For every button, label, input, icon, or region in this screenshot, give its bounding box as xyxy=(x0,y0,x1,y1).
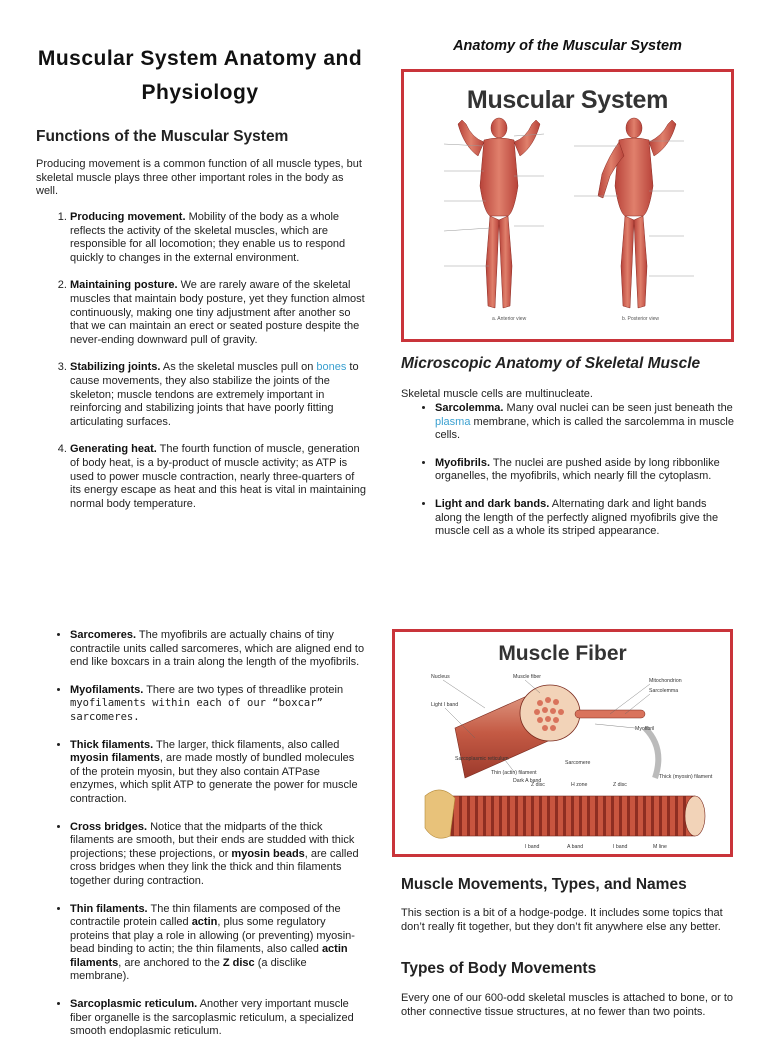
plasma-link[interactable]: plasma xyxy=(435,415,471,428)
item-bold: myosin beads xyxy=(231,847,305,860)
sarcomere-illustration xyxy=(425,790,705,838)
list-item xyxy=(70,998,366,1039)
item-text: , are made mostly of bundled molecules of the protein myosin, but they also contain ATPase enzymes, which split ATP to generate the power for muscle contraction. xyxy=(70,752,358,805)
posterior-label: b. Posterior view xyxy=(622,316,659,322)
item-text: , are anchored to the xyxy=(118,956,223,969)
page-title: Muscular System Anatomy and Physiology xyxy=(37,47,363,104)
function-term: Producing movement. xyxy=(70,211,186,223)
anterior-label: a. Anterior view xyxy=(492,316,527,322)
micro-term: Light and dark bands. xyxy=(435,497,550,510)
item-term: Sarcomeres. xyxy=(70,629,137,641)
label-a-band: A band xyxy=(567,844,584,850)
label-h-zone: H zone xyxy=(571,782,588,788)
function-term: Stabilizing joints. xyxy=(70,361,161,374)
muscle-fiber-figure xyxy=(392,629,733,857)
item-term: Thick filaments. xyxy=(70,738,154,751)
micro-intro: Skeletal muscle cells are multinucleate. xyxy=(401,388,593,400)
item-text: , plus some regulatory proteins that play a role in allowing (or preventing) myosin-bead binding to actin; the thin filaments, also called xyxy=(70,916,355,956)
functions-intro: Producing movement is a common function of all muscle types, but skeletal muscle plays three other important roles in the body as well. xyxy=(36,158,362,198)
micro-text: The nuclei are pushed aside by long ribbonlike organelles, the myofibrils, which nearly fill the cytoplasm. xyxy=(435,456,720,483)
movements-text: This section is a bit of a hodge-podge. It includes some topics that don’t really fit together, but they don’t fit anywhere else any better. xyxy=(401,907,723,933)
function-term: Maintaining posture. xyxy=(70,279,178,292)
list-item xyxy=(435,402,736,443)
muscular-system-figure xyxy=(401,69,734,342)
fiber-figure-title: Muscle Fiber xyxy=(498,642,627,665)
label-thin-filament: Thin (actin) filament xyxy=(491,770,537,776)
function-text: to cause movements, they also stabilize the joints of the skeleton; muscle tendons are extremely important in reinforcing and stabilizing joints that have poorly fitting articulating surfaces. xyxy=(70,361,359,428)
item-text: , are called cross bridges when they link the thick and thin filaments together during contraction. xyxy=(70,847,359,887)
label-sarcolemma: Sarcolemma xyxy=(649,688,679,694)
function-term: Generating heat. xyxy=(70,443,157,456)
label-m-line: M line xyxy=(653,844,667,850)
label-sarcomere: Sarcomere xyxy=(565,760,591,766)
item-text: The thin filaments are composed of the contractile protein called xyxy=(70,902,341,929)
item-term: Thin filaments. xyxy=(70,902,148,915)
item-text: There are two types of threadlike protein xyxy=(143,683,344,696)
list-item xyxy=(70,361,366,429)
label-mitochondrion: Mitochondrion xyxy=(649,678,682,684)
function-text: The fourth function of muscle, generation of body heat, is a by-product of muscle activity; as ATP is used to power muscle contraction, nearly three-quarters of its energy escape as heat and this heat is vital in maintaining normal body temperature. xyxy=(70,443,366,510)
item-bold: myosin filaments xyxy=(70,752,160,765)
list-item xyxy=(435,498,736,539)
list-item xyxy=(70,739,366,807)
micro-text: Alternating dark and light bands along the length of the perfectly aligned myofibrils give the muscle cell as a whole its striped appearance. xyxy=(435,497,719,538)
item-bold: actin xyxy=(191,916,218,929)
label-z-disc-2: Z disc xyxy=(613,782,627,788)
posterior-figure xyxy=(598,118,676,308)
functions-heading: Functions of the Muscular System xyxy=(36,128,289,145)
anterior-figure xyxy=(458,118,540,308)
label-thick-filament: Thick (myosin) filament xyxy=(659,774,713,780)
list-item xyxy=(70,629,366,670)
item-text: The larger, thick filaments, also called xyxy=(153,738,340,751)
item-text: myofilaments within each of our “boxcar” sarcomeres. xyxy=(70,697,323,723)
list-item xyxy=(70,279,366,347)
figure-title: Muscular System xyxy=(466,86,669,114)
functions-list xyxy=(36,211,366,525)
bones-link[interactable]: bones xyxy=(316,361,347,374)
function-text: We are rarely aware of the skeletal muscles that maintain body posture, yet they function almost continuously, making one tiny adjustment after another so that we can maintain an erect or seated posture despite the never-ending downward pull of gravity. xyxy=(70,279,365,346)
micro-text: membrane, which is called the sarcolemma in muscle cells. xyxy=(435,415,734,442)
micro-anatomy-heading: Microscopic Anatomy of Skeletal Muscle xyxy=(401,355,701,372)
body-movements-heading: Types of Body Movements xyxy=(401,960,597,977)
micro-term: Sarcolemma. xyxy=(435,402,504,414)
list-item xyxy=(70,684,366,725)
item-term: Myofilaments. xyxy=(70,683,144,696)
item-text: The myofibrils are actually chains of tiny contractile units called sarcomeres, which are aligned end to end like boxcars in a train along the length of the myofibrils. xyxy=(70,629,365,669)
function-text: As the skeletal muscles pull on xyxy=(160,361,317,374)
movements-heading: Muscle Movements, Types, and Names xyxy=(401,876,687,893)
sarcomere-list xyxy=(36,629,366,1053)
list-item xyxy=(70,211,366,265)
label-light-band: Light I band xyxy=(431,702,459,708)
item-term: Cross bridges. xyxy=(70,820,148,833)
list-item xyxy=(70,443,366,511)
label-nucleus: Nucleus xyxy=(431,674,450,680)
list-item xyxy=(70,903,366,985)
item-bold: actin filaments xyxy=(70,943,348,969)
list-item xyxy=(70,821,366,889)
muscle-fiber-illustration xyxy=(395,668,730,858)
label-z-disc: Z disc xyxy=(531,782,545,788)
item-term: Sarcoplasmic reticulum. xyxy=(70,998,198,1011)
list-item xyxy=(435,457,736,484)
item-text: Notice that the midparts of the thick filaments are smooth, but their ends are studded with thick projections; these projections, or xyxy=(70,820,355,860)
label-sr: Sarcoplasmic reticulum xyxy=(455,756,509,762)
micro-term: Myofibrils. xyxy=(435,456,491,469)
fiber-bundle xyxy=(455,685,658,778)
muscle-body-illustration xyxy=(404,116,731,326)
function-text: Mobility of the body as a whole reflects the activity of the skeletal muscles, which are responsible for all locomotion; they enable us to respond quickly to changes in the external environment. xyxy=(70,211,346,264)
label-muscle-fiber: Muscle fiber xyxy=(513,674,541,680)
label-i-band-2: I band xyxy=(613,844,628,850)
label-dark-band: Dark A band xyxy=(513,778,542,784)
label-i-band: I band xyxy=(525,844,540,850)
micro-text: Many oval nuclei can be seen just beneath the xyxy=(503,402,733,414)
item-text: (a disclike membrane). xyxy=(70,956,307,983)
figure-caption: Anatomy of the Muscular System xyxy=(453,38,682,54)
item-bold: Z disc xyxy=(222,956,255,969)
label-myofibril: Myofibril xyxy=(635,726,655,732)
item-text: Another very important muscle fiber organelle is the sarcoplasmic reticulum, a specialized smooth endoplasmic reticulum. xyxy=(70,998,354,1038)
micro-list xyxy=(401,402,736,553)
body-movements-text: Every one of our 600-odd skeletal muscles is attached to bone, or to other connective tissue structures, at no fewer than two points. xyxy=(401,992,734,1018)
